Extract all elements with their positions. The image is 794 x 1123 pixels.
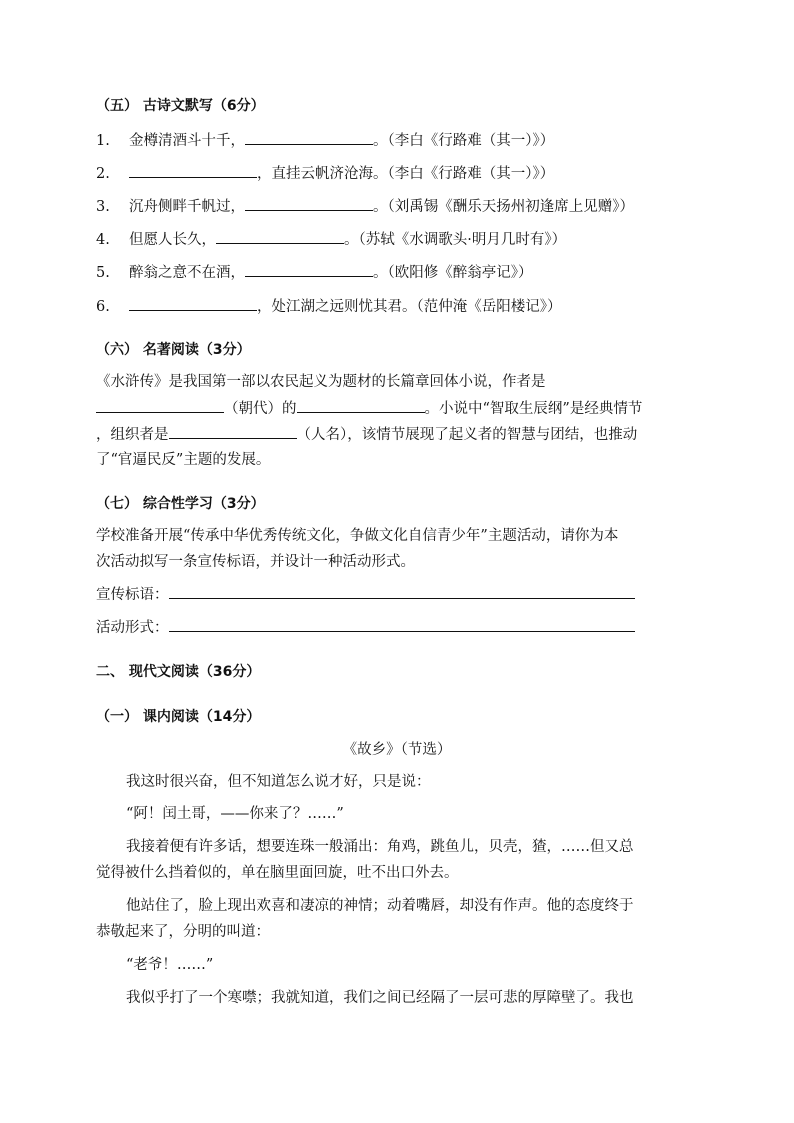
activity-form-answer-line[interactable]	[169, 617, 635, 632]
item-text: 但愿人长久，	[129, 232, 216, 248]
passage-paragraph: 恭敬起来了，分明的叫道：	[96, 924, 270, 940]
poem-item-2	[96, 163, 554, 184]
item-text: 。（欧阳修《醉翁亭记》）	[373, 265, 533, 281]
subsection-heading: （一） 课内阅读（14分）	[96, 709, 261, 725]
line-text: ，组织者是	[96, 427, 169, 443]
line-text: 。小说中“智取生辰纲”是经典情节	[424, 401, 643, 417]
poem-item-4	[96, 229, 566, 250]
passage-paragraph: 我接着便有许多话，想要连珠一般涌出：角鸡，跳鱼儿，贝壳，猹，……但又总	[126, 839, 634, 855]
item-number: 3.	[96, 199, 110, 215]
item-text: 。（苏轼《水调歌头·明月几时有》）	[344, 232, 567, 248]
answer-blank[interactable]	[245, 196, 373, 211]
activity-form-row	[96, 617, 635, 638]
answer-blank[interactable]	[129, 296, 257, 311]
passage-paragraph: 觉得被什么挡着似的，单在脑里面回旋，吐不出口外去。	[96, 865, 459, 881]
passage-paragraph: “阿！闰土哥，——你来了？……”	[126, 806, 344, 822]
slogan-answer-line[interactable]	[169, 584, 635, 599]
passage-title: 《故乡》（节选）	[342, 742, 452, 758]
part-heading: 二、 现代文阅读（36分）	[96, 664, 261, 680]
item-number: 5.	[96, 265, 110, 281]
slogan-label: 宣传标语：	[96, 587, 169, 603]
paragraph-line: 次活动拟写一条宣传标语，并设计一种活动形式。	[96, 554, 415, 570]
paragraph-line: 《水浒传》是我国第一部以农民起义为题材的长篇章回体小说，作者是	[96, 374, 546, 390]
section-heading: （六） 名著阅读（3分）	[96, 342, 251, 358]
activity-form-label: 活动形式：	[96, 620, 169, 636]
poem-item-1	[96, 130, 554, 151]
section-heading: （七） 综合性学习（3分）	[96, 496, 265, 512]
poem-item-6	[96, 296, 562, 317]
paragraph-line	[96, 398, 642, 419]
paragraph-line	[96, 424, 637, 445]
answer-blank[interactable]	[297, 398, 425, 413]
answer-blank[interactable]	[96, 398, 224, 413]
item-number: 6.	[96, 299, 110, 315]
paragraph-line: 学校准备开展“传承中华优秀传统文化，争做文化自信青少年”主题活动，请你为本	[96, 528, 619, 544]
item-number: 4.	[96, 232, 110, 248]
item-text: ，处江湖之远则忧其君。（范仲淹《岳阳楼记》）	[257, 299, 562, 315]
answer-blank[interactable]	[245, 262, 373, 277]
slogan-row	[96, 584, 635, 605]
paragraph-line: 了“官逼民反”主题的发展。	[96, 452, 271, 468]
line-text: （人名），该情节展现了起义者的智慧与团结，也推动	[296, 427, 638, 443]
poem-item-5	[96, 262, 533, 283]
line-text: （朝代）的	[224, 401, 297, 417]
item-text: 醉翁之意不在酒，	[129, 265, 245, 281]
passage-paragraph: 他站住了，脸上现出欢喜和凄凉的神情；动着嘴唇，却没有作声。他的态度终于	[126, 898, 634, 914]
answer-blank[interactable]	[245, 130, 373, 145]
section-heading: （五） 古诗文默写（6分）	[96, 98, 265, 114]
item-text: ，直挂云帆济沧海。（李白《行路难（其一）》）	[257, 166, 555, 182]
item-number: 2.	[96, 166, 110, 182]
passage-paragraph: “老爷！……”	[126, 957, 214, 973]
answer-blank[interactable]	[129, 163, 257, 178]
item-number: 1.	[96, 133, 110, 149]
passage-paragraph: 我这时很兴奋，但不知道怎么说才好，只是说：	[126, 774, 431, 790]
item-text: 。（刘禹锡《酬乐天扬州初逢席上见赠》）	[373, 199, 634, 215]
answer-blank[interactable]	[216, 229, 344, 244]
item-text: 。（李白《行路难（其一）》）	[373, 133, 555, 149]
item-text: 金樽清酒斗十千，	[129, 133, 245, 149]
answer-blank[interactable]	[169, 424, 297, 439]
passage-paragraph: 我似乎打了一个寒噤；我就知道，我们之间已经隔了一层可悲的厚障壁了。我也	[126, 990, 634, 1006]
item-text: 沉舟侧畔千帆过，	[129, 199, 245, 215]
poem-item-3	[96, 196, 634, 217]
